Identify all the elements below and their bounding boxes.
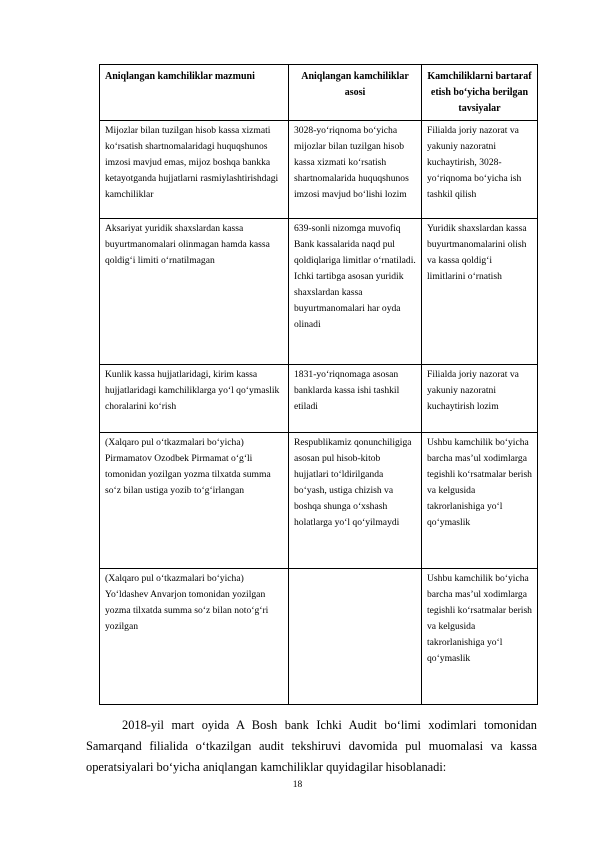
table-cell: 639-sonli nizomga muvofiq Bank kassalarida naqd pul qoldiqlariga limitlar o‘rnatiladi. Ichki tartibga asosan yuridik shaxslardan kassa buyurtmanomalari har oyda olinadi <box>289 219 422 365</box>
table-row <box>100 219 538 365</box>
table-cell: (Xalqaro pul o‘tkazmalari bo‘yicha) Pirmamatov Ozodbek Pirmamat o‘g‘li tomonidan yozilgan yozma tilxatda summa so‘z bilan ustiga yozib to‘g‘irlangan <box>100 433 289 569</box>
table-cell: Aksariyat yuridik shaxslardan kassa buyurtmanomalari olinmagan hamda kassa qoldig‘i limiti o‘rnatilmagan <box>100 219 289 365</box>
table-header-row <box>100 65 538 121</box>
table-cell: 3028-yo‘riqnoma bo‘yicha mijozlar bilan tuzilgan hisob kassa xizmati ko‘rsatish shartnomalarida huquqshunos imzosi mavjud bo‘lishi lozim <box>289 121 422 219</box>
body-paragraph <box>86 715 537 778</box>
table-cell <box>289 569 422 705</box>
table-row <box>100 121 538 219</box>
table-row <box>100 365 538 433</box>
table-row <box>100 569 538 705</box>
table-cell: Filialda joriy nazorat va yakuniy nazoratni kuchaytirish, 3028-yo‘riqnoma bo‘yicha ish tashkil qilish <box>422 121 538 219</box>
table-cell: Filialda joriy nazorat va yakuniy nazoratni kuchaytirish lozim <box>422 365 538 433</box>
table-cell: Respublikamiz qonunchiligiga asosan pul hisob-kitob hujjatlari to‘ldirilganda bo‘yash, ustiga chizish va boshqa shunga o‘xshash holatlarga yo‘l qo‘yilmaydi <box>289 433 422 569</box>
findings-table <box>99 64 538 705</box>
table-cell: Mijozlar bilan tuzilgan hisob kassa xizmati ko‘rsatish shartnomalaridagi huquqshunos imzosi mavjud emas, mijoz boshqa bankka ketayotganda hujjatlarni rasmiylashtirishdagi kamchiliklar <box>100 121 289 219</box>
header-recommendations: Kamchiliklarni bartaraf etish bo‘yicha berilgan tavsiyalar <box>422 65 538 121</box>
paragraph-text: 2018-yil mart oyida A Bosh bank Ichki Audit bo‘limi xodimlari tomonidan Samarqand filialida o‘tkazilgan audit tekshiruvi davomida pul muomalasi va kassa operatsiyalari bo‘yicha aniqlangan kamchiliklar quyidagilar hisoblanadi: <box>86 718 537 774</box>
page-number: 18 <box>292 780 303 790</box>
table-cell: (Xalqaro pul o‘tkazmalari bo‘yicha) Yo‘ldashev Anvarjon tomonidan yozilgan yozma tilxatda summa so‘z bilan noto‘g‘ri yozilgan <box>100 569 289 705</box>
table-cell: Ushbu kamchilik bo‘yicha barcha mas’ul xodimlarga tegishli ko‘rsatmalar berish va kelgusida takrorlanishiga yo‘l qo‘ymaslik <box>422 569 538 705</box>
header-findings-basis: Aniqlangan kamchiliklar asosi <box>289 65 422 121</box>
table-row <box>100 433 538 569</box>
header-findings-content: Aniqlangan kamchiliklar mazmuni <box>100 65 289 121</box>
table-cell: Ushbu kamchilik bo‘yicha barcha mas’ul xodimlarga tegishli ko‘rsatmalar berish va kelgusida takrorlanishiga yo‘l qo‘ymaslik <box>422 433 538 569</box>
table-cell: 1831-yo‘riqnomaga asosan banklarda kassa ishi tashkil etiladi <box>289 365 422 433</box>
table-cell: Kunlik kassa hujjatlaridagi, kirim kassa hujjatlaridagi kamchiliklarga yo‘l qo‘ymaslik choralarini ko‘rish <box>100 365 289 433</box>
table-cell: Yuridik shaxslardan kassa buyurtmanomalarini olish va kassa qoldig‘i limitlarini o‘rnatish <box>422 219 538 365</box>
